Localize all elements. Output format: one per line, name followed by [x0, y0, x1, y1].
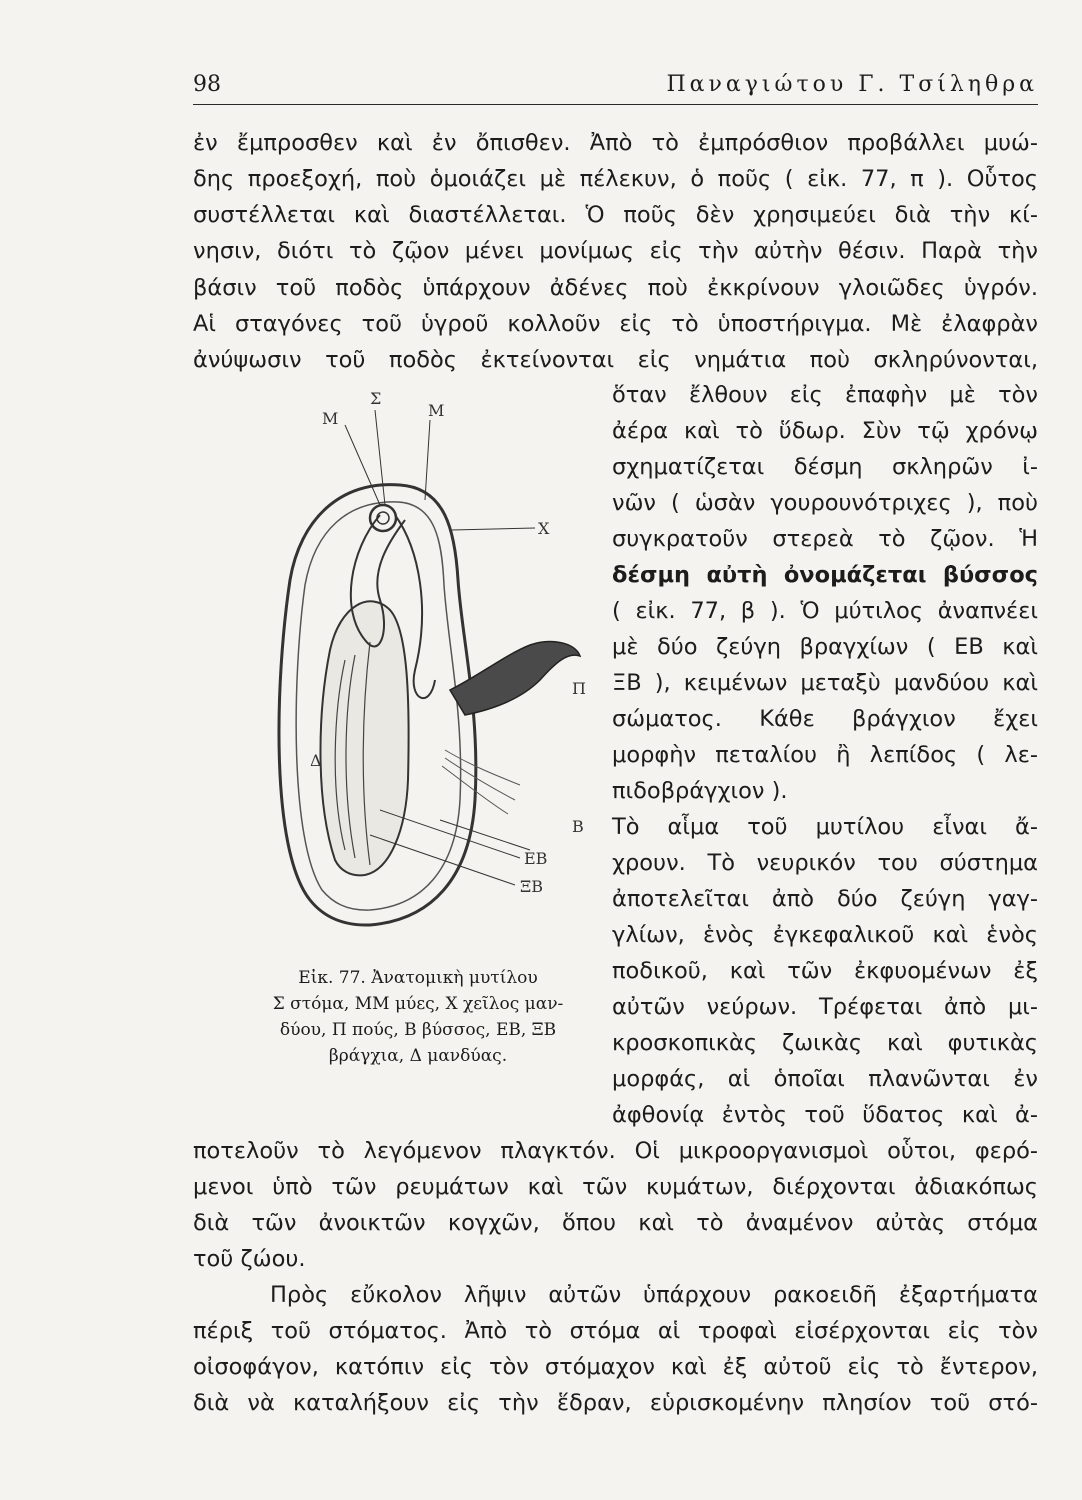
text-line: μορφὴν πεταλίου ἢ λεπίδος ( λε-	[612, 742, 1038, 768]
label-delta: Δ	[310, 751, 322, 770]
text-line: βάσιν τοῦ ποδὸς ὑπάρχουν ἀδένες ποὺ ἐκκρίνουν γλοιῶδες ὑγρόν.	[193, 275, 1038, 301]
text-line: νησιν, διότι τὸ ζῷον μένει μονίμως εἰς τὴν αὐτὴν θέσιν. Παρὰ τὴν	[193, 238, 1038, 264]
label-beta: Β	[572, 817, 584, 836]
text-line: τοῦ ζώου.	[193, 1246, 306, 1272]
text-line: ἀέρα καὶ τὸ ὕδωρ. Σὺν τῷ χρόνῳ	[612, 418, 1038, 444]
text-line: ποτελοῦν τὸ λεγόμενον πλαγκτόν. Οἱ μικροοργανισμοὶ οὗτοι, φερό-	[193, 1138, 1038, 1164]
label-eb: ΕΒ	[524, 849, 548, 868]
label-pi: Π	[572, 679, 586, 698]
text-line: ἀνύψωσιν τοῦ ποδὸς ἐκτείνονται εἰς νημάτια ποὺ σκληρύνονται,	[193, 347, 1038, 373]
running-head: Παναγιώτου Γ. Τσίληθρα	[666, 72, 1038, 97]
text-line: μενοι ὑπὸ τῶν ρευμάτων καὶ τῶν κυμάτων, διέρχονται ἀδιακόπως	[193, 1174, 1038, 1200]
label-sigma: Σ	[370, 389, 382, 408]
text-line: μὲ δύο ζεύγη βραγχίων ( ΕΒ καὶ	[612, 634, 1038, 660]
label-m-right: Μ	[428, 401, 445, 420]
figure-caption-line: Σ στόμα, ΜΜ μύες, Χ χεῖλος μαν-	[272, 994, 564, 1014]
text-line: κροσκοπικὰς ζωικὰς καὶ φυτικὰς	[612, 1030, 1038, 1056]
label-xb: ΞΒ	[520, 877, 544, 896]
text-line: ἐν ἔμπροσθεν καὶ ἐν ὄπισθεν. Ἀπὸ τὸ ἐμπρόσθιον προβάλλει μυώ-	[193, 130, 1038, 156]
text-line: νῶν ( ὡσὰν γουρουνότριχες ), ποὺ	[612, 490, 1038, 516]
text-line: ὅταν ἔλθουν εἰς ἐπαφὴν μὲ τὸν	[612, 382, 1038, 408]
text-line: Αἱ σταγόνες τοῦ ὑγροῦ κολλοῦν εἰς τὸ ὑποστήριγμα. Μὲ ἐλαφρὰν	[193, 311, 1038, 337]
text-line: ( εἰκ. 77, β ). Ὁ μύτιλος ἀναπνέει	[612, 598, 1038, 624]
text-line: χρουν. Τὸ νευρικόν του σύστημα	[612, 850, 1038, 876]
mussel-anatomy-figure	[230, 380, 600, 950]
figure-caption-line: Εἰκ. 77. Ἀνατομικὴ μυτίλου	[298, 968, 538, 988]
text-line: Τὸ αἷμα τοῦ μυτίλου εἶναι ἄ-	[612, 814, 1038, 840]
text-line: οἰσοφάγον, κατόπιν εἰς τὸν στόμαχον καὶ ἐξ αὐτοῦ εἰς τὸ ἔντερον,	[193, 1354, 1038, 1380]
text-line: συγκρατοῦν στερεὰ τὸ ζῷον. Ἡ	[612, 526, 1038, 552]
text-line: συστέλλεται καὶ διαστέλλεται. Ὁ ποῦς δὲν χρησιμεύει διὰ τὴν κί-	[193, 202, 1038, 228]
text-line: διὰ νὰ καταλήξουν εἰς τὴν ἕδραν, εὑρισκομένην πλησίον τοῦ στό-	[193, 1390, 1038, 1416]
label-m-left: Μ	[322, 409, 339, 428]
text-line-byssos: δέσμη αὐτὴ ὀνομάζεται βύσσος	[612, 562, 1038, 588]
label-chi: Χ	[538, 519, 550, 538]
text-line: διὰ τῶν ἀνοικτῶν κογχῶν, ὅπου καὶ τὸ ἀναμένον αὐτὰς στόμα	[193, 1210, 1038, 1236]
text-line: δης προεξοχή, ποὺ ὁμοιάζει μὲ πέλεκυν, ὁ ποῦς ( εἰκ. 77, π ). Οὗτος	[193, 166, 1038, 192]
text-line: ΞΒ ), κειμένων μεταξὺ μανδύου καὶ	[612, 670, 1038, 696]
page-header	[193, 70, 1038, 105]
text-line: ἀφθονίᾳ ἐντὸς τοῦ ὕδατος καὶ ἀ-	[612, 1102, 1038, 1128]
text-line: σχηματίζεται δέσμη σκληρῶν ἰ-	[612, 454, 1038, 480]
text-line: μορφάς, αἱ ὁποῖαι πλανῶνται ἐν	[612, 1066, 1038, 1092]
text-line: γλίων, ἑνὸς ἐγκεφαλικοῦ καὶ ἑνὸς	[612, 922, 1038, 948]
text-line: σώματος. Κάθε βράγχιον ἔχει	[612, 706, 1038, 732]
figure-caption-line: βράγχια, Δ μανδύας.	[328, 1046, 508, 1066]
text-line: ποδικοῦ, καὶ τῶν ἐκφυομένων ἐξ	[612, 958, 1038, 984]
text-line: αὐτῶν νεύρων. Τρέφεται ἀπὸ μι-	[612, 994, 1038, 1020]
text-line: Πρὸς εὔκολον λῆψιν αὐτῶν ὑπάρχουν ρακοειδῆ ἐξαρτήματα	[270, 1282, 1038, 1308]
text-line: πέριξ τοῦ στόματος. Ἀπὸ τὸ στόμα αἱ τροφαὶ εἰσέρχονται εἰς τὸν	[193, 1318, 1038, 1344]
page-number: 98	[193, 72, 221, 97]
text-line: ἀποτελεῖται ἀπὸ δύο ζεύγη γαγ-	[612, 886, 1038, 912]
figure-caption-line: δύου, Π πούς, Β βύσσος, ΕΒ, ΞΒ	[279, 1020, 557, 1040]
text-line: πιδοβράγχιον ).	[612, 778, 788, 804]
